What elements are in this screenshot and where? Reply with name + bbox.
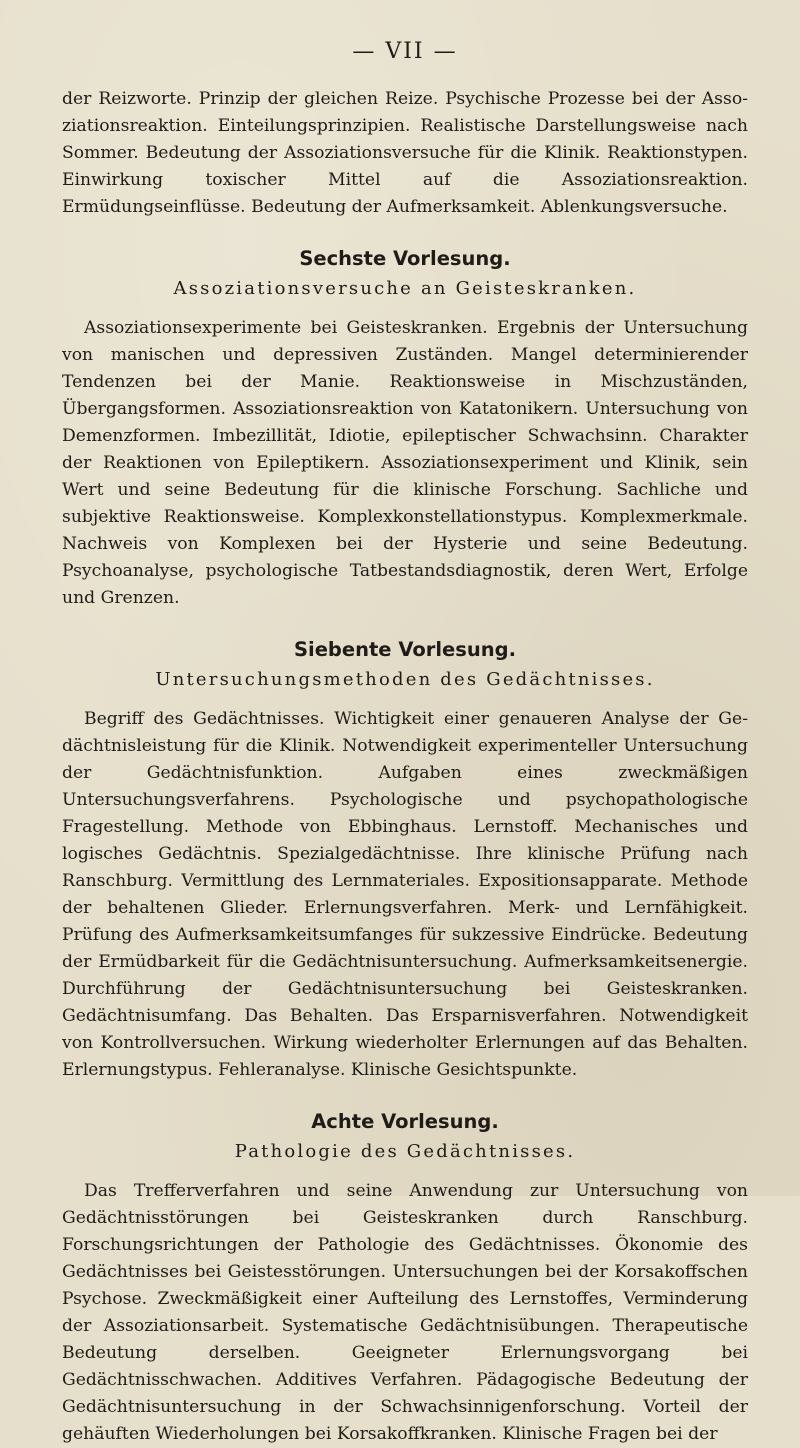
section-body: Begriff des Gedächtnisses. Wichtigkeit einer genaueren Analyse der Gedächtnisleistung für die Klinik. Notwendigkeit experimenteller Untersuchung der Gedächtnisfunktion. Aufgaben eines zweckmäßigen Untersuchungsverfahrens. Psychologische und psychopathologische Fragestellung. Methode von Ebbinghaus. Lernstoff. Mechanisches und logisches Gedächtnis. Spezialgedächtnisse. Ihre klinische Prüfung nach Ranschburg. Vermittlung des Lernmateriales. Expositionsapparate. Methode der behaltenen Glieder. Erlernungsverfahren. Merk- und Lernfähigkeit. Prüfung des Aufmerksamkeitsumfanges für sukzessive Eindrücke. Bedeutung der Ermüdbarkeit für die Gedächtnisuntersuchung. Aufmerksamkeitsenergie. Durchführung der Gedächtnisuntersuchung bei Geisteskranken. Gedächtnisumfang. Das Behalten. Das Ersparnisverfahren. Notwendigkeit von Kontrollversuchen. Wirkung wiederholter Erlernungen auf das Behalten. Erlernungstypus. Fehleranalyse. Klinische Gesichtspunkte. [62,709,748,1080]
section-eighth-lecture [62,1108,748,1448]
section-body: Assoziationsexperimente bei Geisteskranken. Ergebnis der Untersuchung von manischen und depressiven Zuständen. Mangel determinierender Tendenzen bei der Manie. Reaktionsweise in Mischzuständen, Übergangsformen. Assoziationsreaktion von Katatonikern. Untersuchung von Demenzformen. Imbezillität, Idiotie, epileptischer Schwachsinn. Charakter der Reaktionen von Epileptikern. Assoziationsexperiment und Klinik, sein Wert und seine Bedeutung für die klinische Forschung. Sachliche und subjektive Reaktionsweise. Komplexkonstellationstypus. Komplexmerkmale. Nachweis von Komplexen bei der Hysterie und seine Bedeutung. Psychoanalyse, psychologische Tatbestandsdiagnostik, deren Wert, Erfolge und Grenzen. [62,318,748,608]
section-body: Das Trefferverfahren und seine Anwendung zur Untersuchung von Gedächtnisstörungen bei Geisteskranken durch Ranschburg. Forschungsrichtungen der Pathologie des Gedächtnisses. Ökonomie des Gedächtnisses bei Geistesstörungen. Untersuchungen bei der Korsakoffschen Psychose. Zweckmäßigkeit einer Aufteilung des Lernstoffes, Verminderung der Assoziationsarbeit. Systematische Gedächtnisübungen. Therapeutische Bedeutung derselben. Geeigneter Erlernungsvorgang bei Gedächtnisschwachen. Additives Verfahren. Pädagogische Bedeutung der Gedächtnisuntersuchung in der Schwachsinnigenforschung. Vorteil der gehäuften Wiederholungen bei Korsakoffkranken. Klinische Fragen bei der [62,1181,748,1444]
intro-paragraph: der Reizworte. Prinzip der gleichen Reize. Psychische Prozesse bei der Assoziationsreaktion. Einteilungsprinzipien. Realistische Darstellungsweise nach Sommer. Bedeutung der Assoziationsversuche für die Klinik. Reaktionstypen. Einwirkung toxischer Mittel auf die Assoziationsreaktion. Ermüdungseinflüsse. Bedeutung der Aufmerksamkeit. Ablenkungsversuche. [62,89,748,217]
section-title: Achte Vorlesung. [311,1110,499,1133]
section-subtitle: Assoziationsversuche an Geisteskranken. [173,278,637,299]
page-number: — VII — [352,39,458,64]
section-title: Sechste Vorlesung. [299,247,511,270]
section-sixth-lecture [62,245,748,612]
section-seventh-lecture [62,636,748,1084]
section-subtitle: Pathologie des Gedächtnisses. [234,1141,576,1162]
section-title: Siebente Vorlesung. [293,638,517,661]
section-subtitle: Untersuchungsmethoden des Gedächtnisses. [155,669,655,690]
